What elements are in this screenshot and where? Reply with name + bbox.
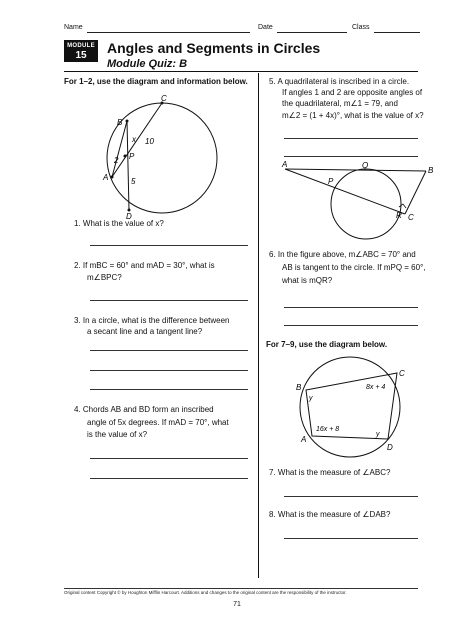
label-d: D: [126, 212, 132, 220]
label2-c: C: [408, 213, 414, 222]
chord-ac: [112, 103, 162, 177]
label-two: 2: [114, 156, 119, 165]
label3-y1: y: [309, 395, 313, 402]
label2-p: P: [328, 177, 334, 186]
class-line[interactable]: [374, 32, 420, 33]
label3-c: C: [399, 369, 405, 378]
point-p: [124, 155, 127, 158]
label2-r: R: [396, 211, 402, 220]
label3-a: A: [301, 435, 307, 444]
title-divider: [64, 71, 418, 72]
answer-line-2[interactable]: [90, 300, 248, 301]
module-badge: [64, 40, 98, 62]
label-ten: 10: [145, 137, 154, 146]
question-3-line-2: a secant line and a tangent line?: [87, 327, 203, 336]
question-4-line-3: is the value of x?: [87, 430, 148, 439]
chord-bd: [127, 121, 129, 210]
question-5-line-3: the quadrilateral, m∠1 = 79, and: [282, 99, 398, 108]
footer-divider: [64, 588, 418, 589]
right-angle-mark: [399, 204, 406, 208]
label2-b: B: [428, 166, 434, 175]
question-6-line-2: AB is tangent to the circle. If mPQ = 60°,: [282, 263, 426, 272]
page-number: 71: [233, 601, 241, 608]
answer-line-3c[interactable]: [90, 389, 248, 390]
question-5-line-2: If angles 1 and 2 are opposite angles of: [282, 88, 423, 97]
answer-line-6a[interactable]: [284, 307, 418, 308]
diagram-2-circle: [331, 169, 401, 239]
answer-line-7[interactable]: [284, 496, 418, 497]
intro-1-2: For 1–2, use the diagram and information below.: [64, 77, 248, 86]
answer-line-3a[interactable]: [90, 350, 248, 351]
label3-b: B: [296, 383, 302, 392]
diagram-2: [278, 160, 438, 245]
question-8: 8. What is the measure of ∠DAB?: [269, 510, 391, 519]
label-x: x: [132, 135, 136, 144]
column-divider: [258, 73, 259, 578]
question-2-line-1: 2. If mBC = 60° and mAD = 30°, what is: [74, 261, 215, 270]
module-badge-label: MODULE: [67, 43, 95, 49]
answer-line-4a[interactable]: [90, 458, 248, 459]
label3-d: D: [387, 443, 393, 452]
question-6-line-1: 6. In the figure above, m∠ABC = 70° and: [269, 250, 416, 259]
label2-q: Q: [362, 161, 369, 170]
label-b: B: [117, 118, 123, 127]
diagram-1-circle: [107, 103, 217, 213]
point-a: [111, 176, 114, 179]
question-5-line-4: m∠2 = (1 + 4x)°, what is the value of x?: [282, 111, 424, 120]
name-label: Name: [64, 24, 83, 31]
question-6-line-3: what is mQR?: [282, 276, 333, 285]
question-4-line-2: angle of 5x degrees. If mAD = 70°, what: [87, 418, 229, 427]
question-5-line-1: 5. A quadrilateral is inscribed in a circle.: [269, 77, 410, 86]
answer-line-1[interactable]: [90, 245, 248, 246]
label3-y2: y: [376, 431, 380, 438]
question-7: 7. What is the measure of ∠ABC?: [269, 468, 391, 477]
diagram-3-circle: [300, 357, 400, 457]
question-1: 1. What is the value of x?: [74, 219, 164, 228]
question-2-line-2: m∠BPC?: [87, 273, 122, 282]
intro-7-9: For 7–9, use the diagram below.: [266, 340, 388, 349]
label3-expr-c: 8x + 4: [366, 384, 386, 391]
copyright-notice: Original content Copyright © by Houghton Mifflin Harcourt. Additions and changes to the original content are the responsibility of the instructor.: [64, 590, 347, 595]
page-title: Angles and Segments in Circles: [107, 40, 321, 56]
module-badge-number: 15: [75, 50, 87, 61]
class-label: Class: [352, 24, 370, 31]
label3-expr-a: 16x + 8: [316, 426, 340, 433]
diagram-1: [95, 95, 230, 220]
answer-line-4b[interactable]: [90, 478, 248, 479]
point-b: [126, 120, 129, 123]
label-p: P: [129, 152, 135, 161]
chord-ba: [112, 121, 127, 177]
answer-line-5a[interactable]: [284, 138, 418, 139]
name-line[interactable]: [87, 32, 250, 33]
question-3-line-1: 3. In a circle, what is the difference between: [74, 316, 230, 325]
answer-line-5b[interactable]: [284, 156, 418, 157]
label-a: A: [103, 173, 109, 182]
label2-a: A: [282, 160, 288, 169]
answer-line-3b[interactable]: [90, 370, 248, 371]
segment-bc: [405, 171, 426, 214]
diagram-3: [290, 352, 410, 467]
label-five: 5: [131, 177, 136, 186]
answer-line-6b[interactable]: [284, 325, 418, 326]
page-subtitle: Module Quiz: B: [107, 58, 188, 70]
label-c: C: [161, 95, 167, 103]
question-4-line-1: 4. Chords AB and BD form an inscribed: [74, 405, 214, 414]
date-line[interactable]: [277, 32, 347, 33]
answer-line-8[interactable]: [284, 538, 418, 539]
date-label: Date: [258, 24, 273, 31]
